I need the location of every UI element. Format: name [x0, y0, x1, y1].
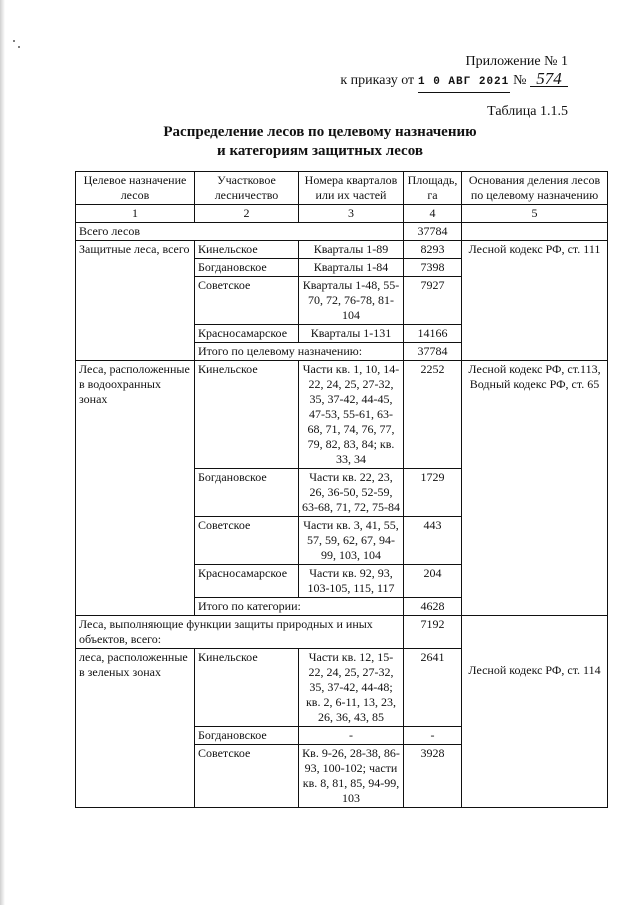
table-header-row: [76, 172, 608, 205]
quarters-cell: Части кв. 3, 41, 55, 57, 59, 62, 67, 94-99, 103, 104: [299, 517, 404, 565]
quarters-cell: -: [299, 727, 404, 745]
district-cell: Богдановское: [195, 727, 299, 745]
column-header: Номера кварталов или их частей: [299, 172, 404, 205]
purpose-cell: Защитные леса, всего: [76, 241, 195, 361]
table-number: Таблица 1.1.5: [487, 104, 568, 119]
area-cell: 3928: [404, 745, 462, 808]
column-number: 3: [299, 205, 404, 223]
subtotal-area: 37784: [404, 343, 462, 361]
district-cell: Богдановское: [195, 259, 299, 277]
column-number: 2: [195, 205, 299, 223]
basis-text: Лесной кодекс РФ, ст. 114: [468, 663, 601, 677]
basis-cell: Лесной кодекс РФ, ст.113, Водный кодекс РФ, ст. 65: [462, 361, 608, 616]
order-date-stamp: 1 0 АВГ 2021: [418, 73, 510, 93]
area-cell: 2252: [404, 361, 462, 469]
title-line-1: Распределение лесов по целевому назначению: [163, 124, 477, 140]
quarters-cell: Кварталы 1-131: [299, 325, 404, 343]
district-cell: Кинельское: [195, 361, 299, 469]
area-cell: -: [404, 727, 462, 745]
category-area: 7192: [404, 616, 462, 649]
area-cell: 2641: [404, 649, 462, 727]
scan-speck: [18, 46, 20, 48]
total-label: Всего лесов: [76, 223, 404, 241]
column-number: 4: [404, 205, 462, 223]
column-number: 5: [462, 205, 608, 223]
purpose-cell: Леса, расположенные в водоохранных зонах: [76, 361, 195, 616]
district-cell: Советское: [195, 277, 299, 325]
quarters-cell: Части кв. 12, 15-22, 24, 25, 27-32, 35, 37-42, 44-48; кв. 2, 6-11, 13, 23, 26, 36, 43, 85: [299, 649, 404, 727]
district-cell: Красносамарское: [195, 565, 299, 598]
area-cell: 204: [404, 565, 462, 598]
quarters-cell: Кварталы 1-89: [299, 241, 404, 259]
total-row: [76, 223, 608, 241]
document-title: [0, 123, 640, 161]
quarters-cell: Кварталы 1-48, 55-70, 72, 76-78, 81-104: [299, 277, 404, 325]
district-cell: Богдановское: [195, 469, 299, 517]
subtotal-label: Итого по целевому назначению:: [195, 343, 404, 361]
district-cell: Советское: [195, 517, 299, 565]
appendix-block: [340, 52, 568, 93]
category-row: [76, 616, 608, 649]
column-header: Целевое назначение лесов: [76, 172, 195, 205]
quarters-cell: Части кв. 92, 93, 103-105, 115, 117: [299, 565, 404, 598]
category-label: Леса, выполняющие функции защиты природных и иных объектов, всего:: [76, 616, 404, 649]
appendix-title: Приложение № 1: [465, 54, 568, 69]
area-cell: 8293: [404, 241, 462, 259]
scan-speck: [13, 40, 15, 42]
district-cell: Кинельское: [195, 241, 299, 259]
area-cell: 1729: [404, 469, 462, 517]
order-number-handwritten: 574: [530, 72, 568, 87]
area-cell: 7398: [404, 259, 462, 277]
title-line-2: и категориям защитных лесов: [217, 143, 423, 159]
empty-cell: [462, 223, 608, 241]
quarters-cell: Части кв. 1, 10, 14-22, 24, 25, 27-32, 35, 37-42, 44-45, 47-53, 55-61, 63-68, 71, 74, 76, 77, 79, 82, 83, 84; кв. 33, 34: [299, 361, 404, 469]
quarters-cell: Кварталы 1-84: [299, 259, 404, 277]
order-prefix: к приказу от: [340, 73, 415, 88]
subtotal-label: Итого по категории:: [195, 598, 404, 616]
purpose-cell: леса, расположенные в зеленых зонах: [76, 649, 195, 808]
quarters-cell: Части кв. 22, 23, 26, 36-50, 52-59, 63-68, 71, 72, 75-84: [299, 469, 404, 517]
column-header: Площадь, га: [404, 172, 462, 205]
table-row: [76, 361, 608, 469]
district-cell: Красносамарское: [195, 325, 299, 343]
area-cell: 443: [404, 517, 462, 565]
basis-cell: [462, 616, 608, 808]
total-area: 37784: [404, 223, 462, 241]
order-reference: [340, 71, 568, 93]
area-cell: 14166: [404, 325, 462, 343]
column-header: Основания деления лесов по целевому назначению: [462, 172, 608, 205]
number-sign: №: [513, 73, 527, 88]
area-cell: 7927: [404, 277, 462, 325]
column-header: Участковое лесничество: [195, 172, 299, 205]
district-cell: Советское: [195, 745, 299, 808]
basis-cell: Лесной кодекс РФ, ст. 111: [462, 241, 608, 361]
column-number-row: [76, 205, 608, 223]
table-row: [76, 241, 608, 259]
quarters-cell: Кв. 9-26, 28-38, 86-93, 100-102; части кв. 8, 81, 85, 94-99, 103: [299, 745, 404, 808]
column-number: 1: [76, 205, 195, 223]
subtotal-area: 4628: [404, 598, 462, 616]
district-cell: Кинельское: [195, 649, 299, 727]
forest-distribution-table: [75, 171, 608, 808]
